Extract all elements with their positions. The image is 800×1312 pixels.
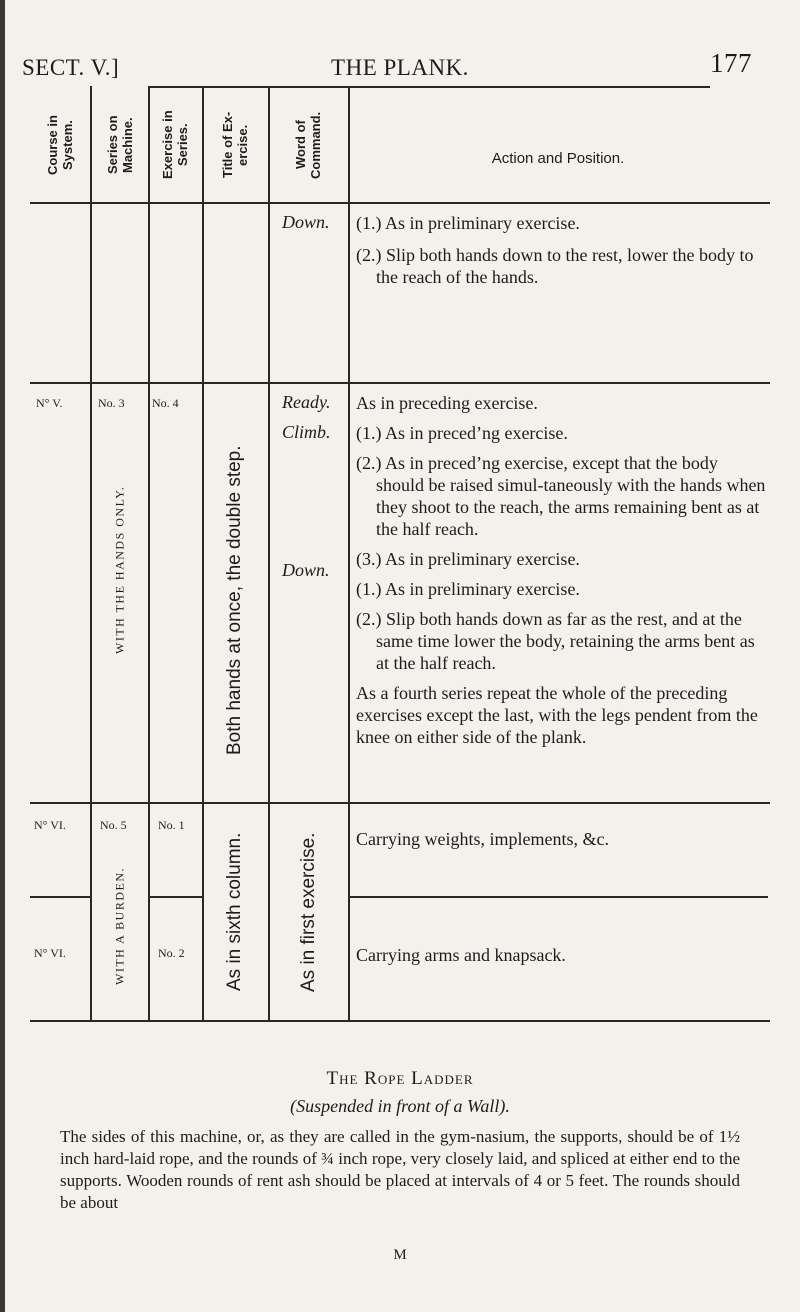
row1-command: Down. <box>282 212 330 232</box>
row1-bottom-rule <box>30 382 770 384</box>
row1-action-1: (1.) As in preliminary exercise. <box>356 213 580 233</box>
header-action: Action and Position. <box>491 150 625 167</box>
running-title: THE PLANK. <box>331 55 469 80</box>
header-course: Course in System. <box>45 115 75 175</box>
header-title: Title of Ex-ercise. <box>220 111 250 179</box>
header-command: Word of Command. <box>293 111 323 179</box>
row2-command-climb: Climb. <box>282 422 331 442</box>
col-divider-4 <box>268 86 270 1020</box>
row2-action-1: As in preceding exercise. <box>356 393 538 413</box>
row2-command-down: Down. <box>282 560 330 580</box>
row4-course: N° VI. <box>34 946 66 960</box>
col-divider-1 <box>90 86 92 1020</box>
row3-series-group: WITH A BURDEN. <box>112 867 127 985</box>
col-divider-5 <box>348 86 350 1020</box>
row2-action-4: (3.) As in preliminary exercise. <box>356 549 580 569</box>
row2-action-7: As a fourth series repeat the whole of the preceding exercises except the last, with the legs pendent from the knee on either side of the plank. <box>356 683 758 747</box>
row2-exercise: No. 4 <box>152 396 179 410</box>
row2-action-2: (1.) As in preced’ng exercise. <box>356 423 568 443</box>
row2-series-group: WITH THE HANDS ONLY. <box>112 485 127 655</box>
col-divider-2 <box>148 86 150 1020</box>
page-number: 177 <box>710 48 752 78</box>
row3-series: No. 5 <box>100 818 127 832</box>
row2-action-6: (2.) Slip both hands down as far as the rest, and at the same time lower the body, retaining the arms bent as at the half reach. <box>356 609 755 673</box>
header-series: Series on Machine. <box>105 115 135 175</box>
col-divider-3 <box>202 86 204 1020</box>
section-title: The Rope Ladder <box>326 1068 474 1089</box>
section-subtitle: (Suspended in front of a Wall). <box>290 1096 510 1116</box>
signature-mark: M <box>393 1247 407 1263</box>
row2-bottom-rule <box>30 802 770 804</box>
row4-action: Carrying arms and knapsack. <box>356 945 566 965</box>
table-bottom-rule <box>30 1020 770 1022</box>
section-body: The sides of this machine, or, as they are called in the gym-nasium, the supports, should be of 1½ inch hard-laid rope, and the rounds of ¾ inch rope, very closely laid, and spliced at either end to the supports. Wooden rounds of rent ash should be placed at intervals of 4 or 5 feet. The rounds should be about <box>60 1127 740 1212</box>
row3-title: As in sixth column. <box>224 832 245 992</box>
row2-command-ready: Ready. <box>282 392 331 412</box>
row3-exercise-rule <box>148 896 202 898</box>
row3-course: N° VI. <box>34 818 66 832</box>
row2-title: Both hands at once, the double step. <box>224 445 245 755</box>
row3-course-rule <box>30 896 90 898</box>
row4-exercise: No. 2 <box>158 946 185 960</box>
row2-action-3: (2.) As in preced’ng exercise, except that the body should be raised simul-taneously with the hands when they shoot to the reach, the arms remaining bent as at the half reach. <box>356 453 766 539</box>
row2-action-5: (1.) As in preliminary exercise. <box>356 579 580 599</box>
row1-action-2: (2.) Slip both hands down to the rest, lower the body to the reach of the hands. <box>356 245 754 287</box>
row2-series: No. 3 <box>98 396 125 410</box>
header-exercise: Exercise in Series. <box>160 110 190 180</box>
row3-command: As in first exercise. <box>298 832 319 992</box>
row2-actions <box>356 392 766 748</box>
row2-course: N° V. <box>36 396 63 410</box>
header-bottom-rule <box>30 202 770 204</box>
row1-actions <box>356 212 766 288</box>
row3-action: Carrying weights, implements, &c. <box>356 829 609 849</box>
section-header: SECT. V.] <box>22 55 120 80</box>
table-top-rule <box>150 86 710 88</box>
row3-exercise: No. 1 <box>158 818 185 832</box>
row3-action-rule <box>348 896 768 898</box>
